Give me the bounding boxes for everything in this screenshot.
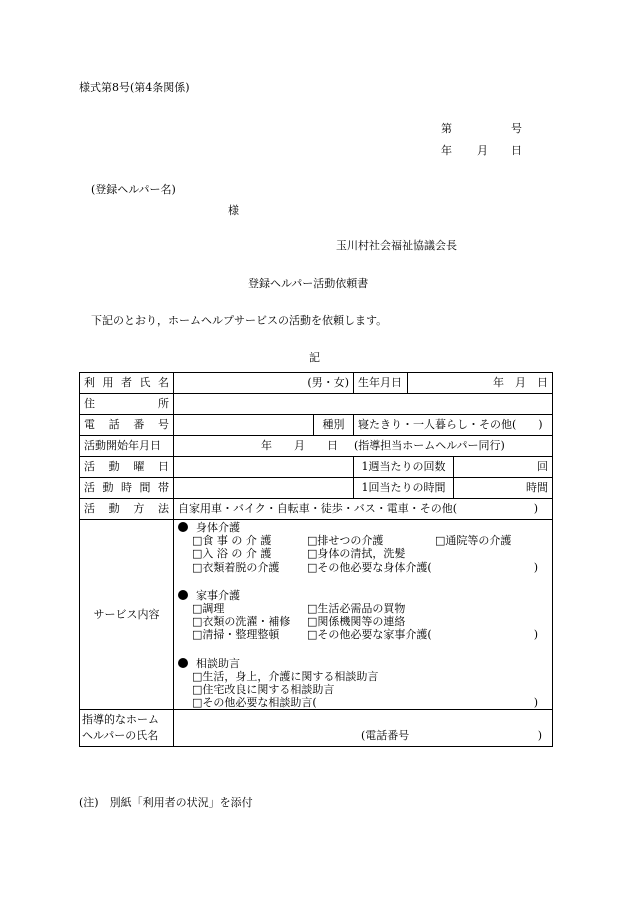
- paren-close: ): [533, 696, 539, 710]
- type-label: 種別: [314, 415, 354, 436]
- weekly-count-unit[interactable]: 回: [454, 457, 553, 478]
- document-title: 登録ヘルパー活動依頼書: [248, 277, 369, 290]
- type-value[interactable]: 寝たきり・一人暮らし・その他( ): [354, 415, 553, 436]
- checkbox-option[interactable]: □その他必要な家事介護(: [307, 628, 432, 642]
- checkbox-option[interactable]: □生活必需品の買物: [307, 601, 406, 615]
- consultation-heading: [178, 657, 548, 670]
- table-row: [80, 436, 553, 457]
- ki-heading: 記: [309, 351, 320, 364]
- doc-no-suffix: 号: [511, 122, 522, 135]
- checkbox-option[interactable]: □排せつの介護: [307, 534, 384, 548]
- checkbox-option[interactable]: □通院等の介護: [435, 534, 512, 548]
- phone-value[interactable]: [174, 415, 314, 436]
- guide-helper-value[interactable]: [174, 710, 553, 747]
- table-row: [80, 478, 553, 499]
- sex-choice: (男・女): [307, 376, 350, 390]
- consultation-row: [178, 696, 548, 709]
- request-form-table: [79, 372, 553, 747]
- guide-helper-label-line1: 指導的なホーム: [82, 713, 159, 727]
- guide-phone-close: ): [537, 729, 543, 743]
- table-row: [80, 415, 553, 436]
- checkbox-option[interactable]: □衣類の洗濯・補修: [192, 615, 291, 629]
- activity-method-options: 自家用車・バイク・自転車・徒歩・バス・電車・その他(: [178, 502, 458, 516]
- date-day: 日: [511, 144, 522, 157]
- activity-time-label: 活動時間帯: [80, 478, 174, 499]
- activity-method-close: ): [533, 502, 539, 516]
- table-row: [80, 457, 553, 478]
- phone-label: 電話番号: [80, 415, 174, 436]
- table-row: [80, 499, 553, 520]
- user-name-cell[interactable]: [174, 373, 354, 394]
- checkbox-option[interactable]: □その他必要な相談助言(: [192, 696, 317, 710]
- form-number: 様式第8号(第4条関係): [79, 81, 190, 94]
- footnote: (注) 別紙「利用者の状況」を添付: [79, 796, 253, 809]
- guide-phone-label: (電話番号: [361, 729, 410, 743]
- address-label: 住所: [80, 394, 174, 415]
- service-content-cell: [174, 520, 553, 710]
- bullet-icon: [178, 522, 188, 532]
- consultation-title: 相談助言: [196, 656, 240, 670]
- activity-days-value[interactable]: [174, 457, 354, 478]
- guide-helper-label-line2: ヘルパーの氏名: [82, 729, 159, 743]
- per-time-unit[interactable]: 時間: [454, 478, 553, 499]
- housework-row: [178, 615, 548, 628]
- body-care-heading: [178, 521, 548, 534]
- activity-method-label: 活動方法: [80, 499, 174, 520]
- start-date-note: (指導担当ホームヘルパー同行): [354, 439, 505, 453]
- service-content-label: サービス内容: [80, 520, 174, 710]
- activity-time-value[interactable]: [174, 478, 354, 499]
- checkbox-option[interactable]: □調理: [192, 601, 225, 615]
- date-year: 年: [441, 144, 452, 157]
- checkbox-option[interactable]: □住宅改良に関する相談助言: [192, 682, 335, 696]
- paren-close: ): [533, 628, 539, 642]
- start-date-label: 活動開始年月日: [80, 436, 174, 457]
- birthdate-label: 生年月日: [354, 373, 408, 394]
- housework-heading: [178, 589, 548, 602]
- weekly-count-label: 1週当たりの回数: [354, 457, 454, 478]
- housework-row: [178, 602, 548, 615]
- table-row: [80, 394, 553, 415]
- body-care-title: 身体介護: [196, 521, 240, 534]
- checkbox-option[interactable]: □衣類着脱の介護: [192, 560, 280, 574]
- checkbox-option[interactable]: □身体の清拭，洗髪: [307, 547, 406, 561]
- guide-helper-label: [80, 710, 174, 747]
- activity-days-label: 活動曜日: [80, 457, 174, 478]
- checkbox-option[interactable]: □清掃・整理整頓: [192, 628, 280, 642]
- activity-method-value[interactable]: [174, 499, 553, 520]
- table-row: [80, 373, 553, 394]
- intro-text: 下記のとおり，ホームヘルプサービスの活動を依頼します。: [91, 314, 388, 327]
- table-row: [80, 520, 553, 710]
- start-date-value[interactable]: [174, 436, 553, 457]
- sender-name: 玉川村社会福祉協議会長: [336, 239, 457, 252]
- checkbox-option[interactable]: □入 浴 の 介 護: [192, 547, 272, 561]
- bullet-icon: [178, 590, 188, 600]
- checkbox-option[interactable]: □関係機関等の連絡: [307, 615, 406, 629]
- checkbox-option[interactable]: □その他必要な身体介護(: [307, 560, 432, 574]
- per-time-label: 1回当たりの時間: [354, 478, 454, 499]
- user-name-label: 利用者氏名: [80, 373, 174, 394]
- addressee-honorific: 様: [228, 204, 239, 217]
- date-month: 月: [477, 144, 488, 157]
- housework-row: [178, 628, 548, 641]
- checkbox-option[interactable]: □食 事 の 介 護: [192, 534, 272, 548]
- start-date-placeholder: 年 月 日: [261, 439, 338, 453]
- doc-no-prefix: 第: [441, 122, 452, 135]
- table-row: [80, 710, 553, 747]
- birthdate-value[interactable]: 年 月 日: [408, 373, 553, 394]
- body-care-row: [178, 534, 548, 547]
- paren-close: ): [533, 560, 539, 574]
- body-care-row: [178, 561, 548, 574]
- checkbox-option[interactable]: □生活，身上，介護に関する相談助言: [192, 669, 379, 683]
- housework-title: 家事介護: [196, 588, 240, 602]
- address-value[interactable]: [174, 394, 553, 415]
- addressee-label: (登録ヘルパー名): [91, 183, 176, 196]
- body-care-row: [178, 547, 548, 560]
- bullet-icon: [178, 658, 188, 668]
